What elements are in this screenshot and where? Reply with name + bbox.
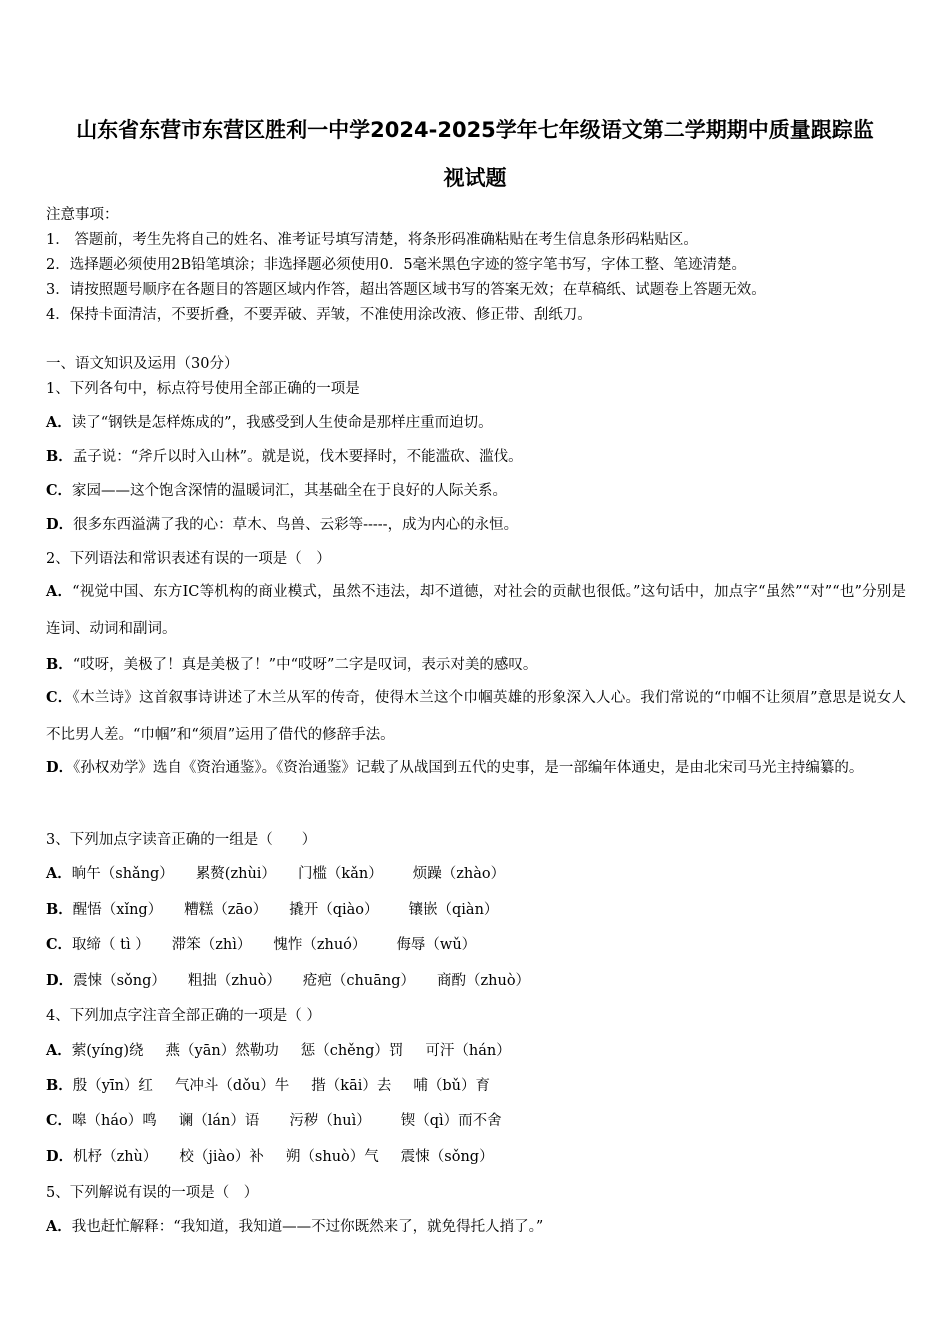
title-line-1: 山东省东营市东营区胜利一中学2024-2025学年七年级语文第二学期期中质量跟踪监 (76, 118, 874, 142)
note-item: 3．请按照题号顺序在各题目的答题区域内作答，超出答题区域书写的答案无效；在草稿纸、试题卷上答题无效。 (46, 282, 766, 298)
reading-item: 校（jiào）补 (179, 1149, 264, 1165)
reading-item: 滞笨（zhì） (171, 937, 252, 953)
option-label: A． (46, 583, 73, 600)
option-label: C． (46, 482, 73, 499)
option-text: 《木兰诗》这首叙事诗讲述了木兰从军的传奇，使得木兰这个巾帼英雄的形象深入人心。我们常说的“巾帼不让须眉”意思是说女人不比男人差。“巾帼”和“须眉”运用了借代的修辞手法。 (46, 690, 906, 743)
option-text: 家园——这个饱含深情的温暖词汇，其基础全在于良好的人际关系。 (72, 483, 508, 499)
option-label: D． (46, 516, 74, 533)
option-label: B． (46, 901, 73, 918)
option-item (46, 445, 523, 466)
reading-item: 惩（chěng）罚 (300, 1043, 404, 1059)
reading-item: 嗥（háo）鸣 (72, 1113, 157, 1129)
reading-item: 震悚（sǒng） (73, 973, 166, 989)
option-item (46, 1215, 543, 1236)
option-item (46, 862, 505, 883)
question-stem: 1、下列各句中，标点符号使用全部正确的一项是 (46, 381, 360, 397)
reading-item: 疮疤（chuāng） (302, 973, 415, 989)
section-heading: 一、语文知识及运用（30分） (46, 356, 239, 372)
reading-item: 污秽（huì） (289, 1113, 371, 1129)
option-label: A． (46, 1042, 72, 1059)
reading-item: 谰（lán）语 (178, 1113, 260, 1129)
option-item (46, 898, 498, 919)
reading-item: 侮辱（wǔ） (396, 937, 477, 953)
question-stem: 3、下列加点字读音正确的一组是（ ） (46, 832, 317, 848)
option-item (46, 573, 906, 648)
reading-item: 气冲斗（dǒu）牛 (174, 1078, 290, 1094)
reading-item: 撬开（qiào） (289, 902, 379, 918)
option-label: C． (46, 936, 73, 953)
reading-item: 燕（yān）然勒功 (165, 1043, 279, 1059)
option-item (46, 969, 530, 990)
option-item (46, 1074, 490, 1095)
reading-item: 机杼（zhù） (73, 1149, 158, 1165)
note-item: 2．选择题必须使用2B铅笔填涂；非选择题必须使用0．5毫米黑色字迹的签字笔书写，字体工整、笔迹清楚。 (46, 257, 747, 273)
option-item (46, 411, 493, 432)
option-item (46, 679, 906, 754)
reading-item: 门槛（kǎn） (297, 866, 383, 882)
option-label: A． (46, 1218, 72, 1235)
reading-item: 取缔（ tì ） (72, 937, 150, 953)
reading-item: 商酌（zhuò） (437, 973, 531, 989)
reading-item: 愧怍（zhuó） (273, 937, 367, 953)
option-item (46, 479, 507, 500)
option-label: D． (46, 759, 74, 776)
reading-item: 殷（yīn）红 (72, 1078, 153, 1094)
option-text: “视觉中国、东方IC等机构的商业模式，虽然不违法，却不道德，对社会的贡献也很低。”这句话中，加点字“虽然”“对”“也”分别是连词、动词和副词。 (46, 584, 906, 637)
note-item: 1． 答题前，考生先将自己的姓名、准考证号填写清楚，将条形码准确粘贴在考生信息条形码粘贴区。 (46, 232, 698, 248)
option-text: 读了“钢铁是怎样炼成的”，我感受到人生使命是那样庄重而迫切。 (71, 415, 493, 431)
option-text: “哎呀，美极了！真是美极了！”中“哎呀”二字是叹词，表示对美的感叹。 (72, 657, 538, 673)
reading-item: 糟糕（zāo） (184, 902, 268, 918)
option-label: D． (46, 1148, 74, 1165)
option-item (46, 653, 537, 674)
question-stem: 4、下列加点字注音全部正确的一项是（ ） (46, 1008, 321, 1024)
reading-item: 可汗（hán） (425, 1043, 511, 1059)
option-label: B． (46, 656, 73, 673)
reading-item: 镶嵌（qiàn） (408, 902, 499, 918)
reading-item: 累赘(zhùi） (195, 866, 276, 882)
option-label: B． (46, 448, 73, 465)
reading-item: 朔（shuò）气 (285, 1149, 379, 1165)
option-item (46, 1109, 502, 1130)
option-label: C． (46, 1112, 73, 1129)
option-label: B． (46, 1077, 73, 1094)
option-text: 我也赶忙解释：“我知道，我知道——不过你既然来了，就免得托人捎了。” (71, 1219, 544, 1235)
option-label: A． (46, 865, 72, 882)
option-text: 很多东西溢满了我的心：草木、鸟兽、云彩等-----，成为内心的永恒。 (73, 517, 519, 533)
option-item (46, 1039, 511, 1060)
notes-heading: 注意事项： (46, 207, 119, 223)
option-label: D． (46, 972, 74, 989)
reading-item: 晌午（shǎng） (71, 866, 174, 882)
option-item (46, 513, 518, 534)
reading-item: 锲（qì）而不舍 (400, 1113, 502, 1129)
note-item: 4．保持卡面清洁，不要折叠，不要弄破、弄皱，不准使用涂改液、修正带、刮纸刀。 (46, 307, 592, 323)
option-item (46, 749, 906, 787)
option-item (46, 933, 476, 954)
option-label: C． (46, 689, 73, 706)
title-line-2: 视试题 (443, 166, 507, 190)
option-label: A． (46, 414, 72, 431)
option-item (46, 1145, 494, 1166)
reading-item: 烦躁（zhào） (412, 866, 506, 882)
reading-item: 揩（kāi）去 (311, 1078, 392, 1094)
option-text: 《孙权劝学》选自《资治通鉴》。《资治通鉴》记载了从战国到五代的史事，是一部编年体通史，是由北宋司马光主持编纂的。 (73, 760, 864, 776)
reading-item: 哺（bǔ）育 (413, 1078, 490, 1094)
reading-item: 萦(yíng)绕 (71, 1043, 144, 1059)
reading-item: 粗拙（zhuò） (187, 973, 281, 989)
option-text: 孟子说：“斧斤以时入山林”。就是说，伐木要择时，不能滥砍、滥伐。 (72, 449, 523, 465)
reading-item: 震悚（sǒng） (400, 1149, 494, 1165)
question-stem: 5、下列解说有误的一项是（ ） (46, 1185, 259, 1201)
reading-item: 醒悟（xǐng） (72, 902, 163, 918)
question-stem: 2、下列语法和常识表述有误的一项是（ ） (46, 551, 331, 567)
